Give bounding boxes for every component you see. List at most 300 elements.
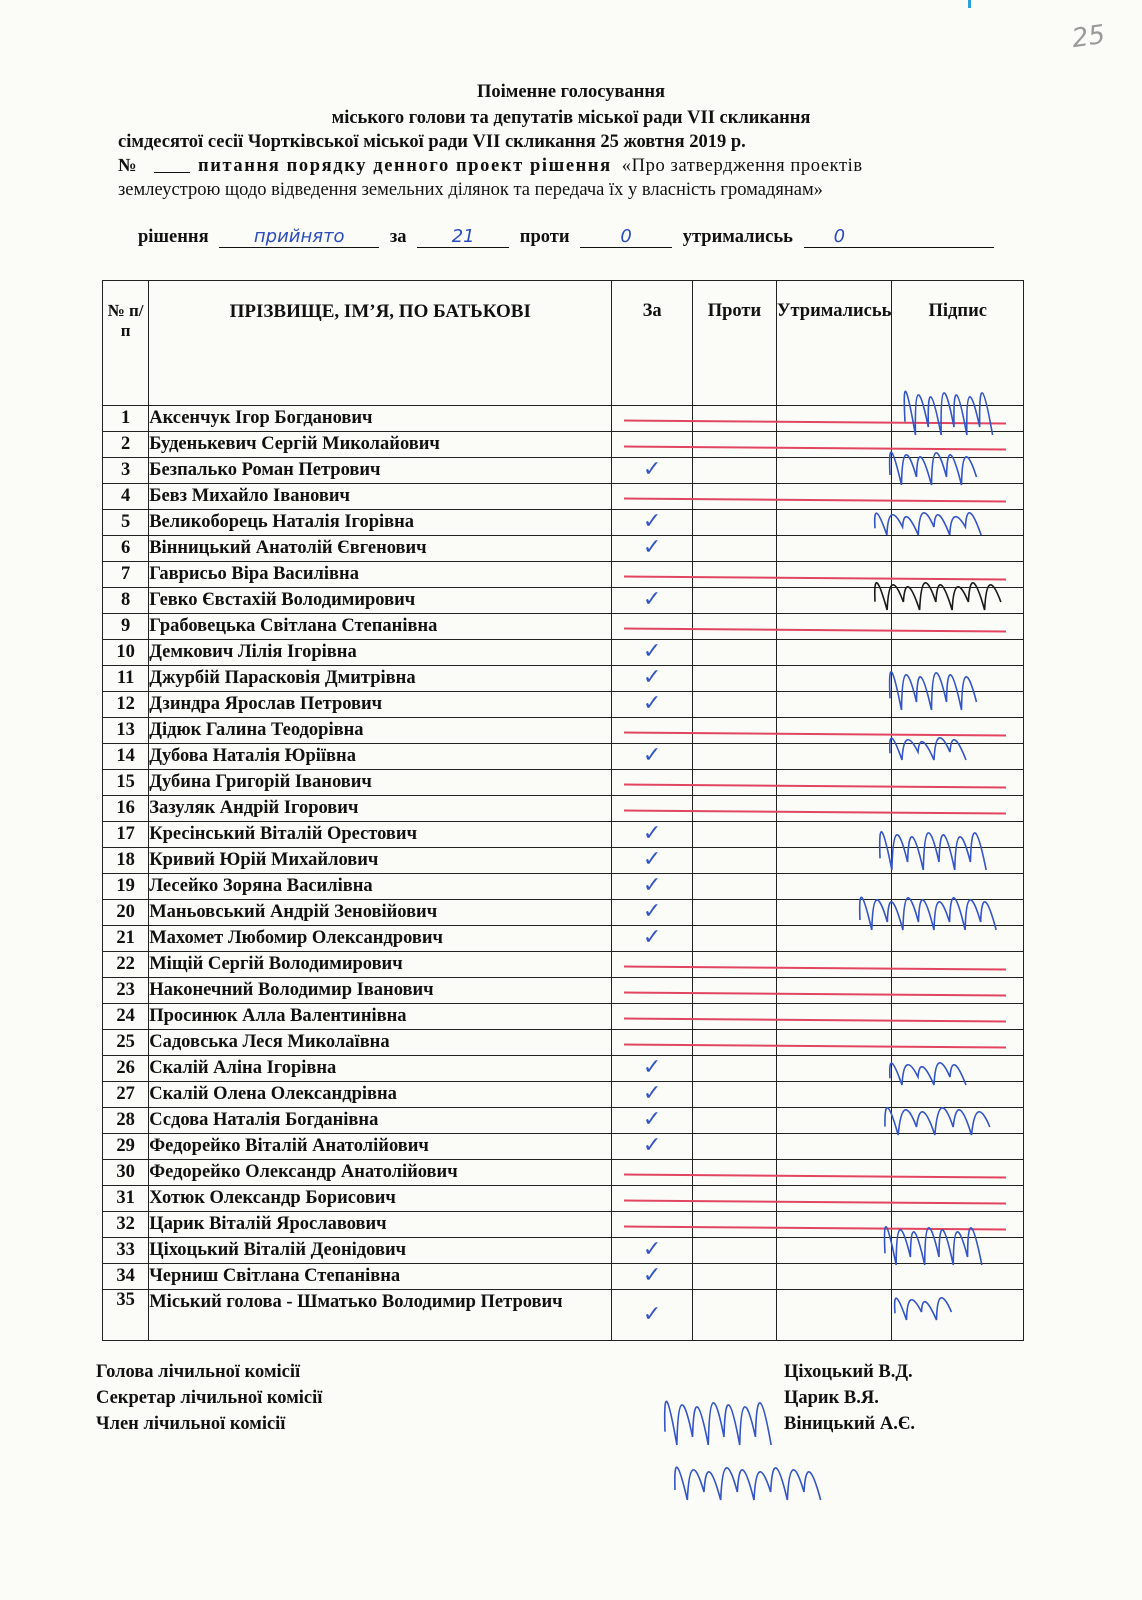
item-number-label: № <box>118 156 137 176</box>
row-abstained <box>776 796 892 822</box>
row-number: 25 <box>103 1030 149 1056</box>
row-for <box>612 1030 693 1056</box>
row-name: Міський голова - Шматько Володимир Петрович <box>149 1290 612 1341</box>
row-against <box>692 1004 776 1030</box>
session-line: сімдесятої сесії Чортківської міської ради VII скликання 25 жовтня 2019 р. <box>118 132 746 152</box>
row-abstained <box>776 432 892 458</box>
row-name: Царик Віталій Ярославович <box>149 1212 612 1238</box>
row-number: 28 <box>103 1108 149 1134</box>
check-mark-icon: ✓ <box>642 1263 662 1288</box>
member-name: Віницький А.Є. <box>784 1414 915 1434</box>
footer-row-secretary <box>96 1388 879 1414</box>
row-number: 10 <box>103 640 149 666</box>
row-abstained <box>776 588 892 614</box>
check-mark-icon: ✓ <box>642 1107 662 1132</box>
header-num <box>103 281 149 406</box>
row-abstained <box>776 770 892 796</box>
row-abstained <box>776 744 892 770</box>
chair-label: Голова лічильної комісії <box>96 1362 301 1382</box>
row-abstained <box>776 1004 892 1030</box>
table-row <box>103 952 1024 978</box>
row-signature <box>892 1004 1024 1030</box>
row-against <box>692 666 776 692</box>
row-against <box>692 562 776 588</box>
check-mark-icon: ✓ <box>642 1055 662 1080</box>
row-number: 13 <box>103 718 149 744</box>
table-row <box>103 562 1024 588</box>
page-number: 25 <box>1070 19 1108 55</box>
row-signature <box>892 1108 1024 1134</box>
row-abstained <box>776 900 892 926</box>
row-abstained <box>776 536 892 562</box>
votes-table-body <box>103 406 1024 1341</box>
check-mark-icon: ✓ <box>642 743 662 768</box>
header-against-label: Проти <box>707 301 762 321</box>
row-abstained <box>776 848 892 874</box>
row-name: Аксенчук Ігор Богданович <box>149 406 612 432</box>
row-number: 20 <box>103 900 149 926</box>
row-name: Ссдова Наталія Богданівна <box>149 1108 612 1134</box>
for-label: за <box>389 227 407 247</box>
row-name: Демкович Лілія Ігорівна <box>149 640 612 666</box>
row-name: Джурбій Парасковія Дмитрівна <box>149 666 612 692</box>
row-signature <box>892 666 1024 692</box>
row-name: Ціхоцький Віталій Деонідович <box>149 1238 612 1264</box>
row-name: Дзиндра Ярослав Петрович <box>149 692 612 718</box>
row-abstained <box>776 666 892 692</box>
row-signature <box>892 926 1024 952</box>
table-row <box>103 900 1024 926</box>
row-for <box>612 614 693 640</box>
table-row <box>103 718 1024 744</box>
header-for <box>612 281 693 406</box>
row-abstained <box>776 1264 892 1290</box>
row-name: Гевко Євстахій Володимирович <box>149 588 612 614</box>
row-number: 11 <box>103 666 149 692</box>
row-signature <box>892 1056 1024 1082</box>
row-signature <box>892 614 1024 640</box>
row-number: 22 <box>103 952 149 978</box>
row-for <box>612 458 693 484</box>
table-row <box>103 692 1024 718</box>
row-against <box>692 1108 776 1134</box>
row-number: 1 <box>103 406 149 432</box>
row-for <box>612 510 693 536</box>
decision-label: рішення <box>138 227 209 247</box>
row-name: Маньовський Андрій Зеновійович <box>149 900 612 926</box>
row-against <box>692 1186 776 1212</box>
table-row <box>103 406 1024 432</box>
row-for <box>612 432 693 458</box>
row-abstained <box>776 978 892 1004</box>
table-row <box>103 588 1024 614</box>
row-number: 32 <box>103 1212 149 1238</box>
page-title: Поіменне голосування <box>476 82 666 102</box>
row-signature <box>892 952 1024 978</box>
row-against <box>692 458 776 484</box>
table-row <box>103 1212 1024 1238</box>
footer-signature-scribble <box>665 1401 771 1445</box>
row-against <box>692 1160 776 1186</box>
row-number: 26 <box>103 1056 149 1082</box>
row-name: Буденькевич Сергій Миколайович <box>149 432 612 458</box>
row-against <box>692 718 776 744</box>
member-label: Член лічильної комісії <box>96 1414 286 1434</box>
footer-row-member <box>96 1414 915 1440</box>
row-number: 21 <box>103 926 149 952</box>
row-abstained <box>776 1212 892 1238</box>
row-against <box>692 952 776 978</box>
row-name: Скалій Олена Олександрівна <box>149 1082 612 1108</box>
row-for <box>612 822 693 848</box>
row-against <box>692 1212 776 1238</box>
row-against <box>692 1056 776 1082</box>
row-signature <box>892 536 1024 562</box>
row-for <box>612 770 693 796</box>
row-against <box>692 1082 776 1108</box>
row-name: Махомет Любомир Олександрович <box>149 926 612 952</box>
row-number: 9 <box>103 614 149 640</box>
row-number: 4 <box>103 484 149 510</box>
row-name: Великоборець Наталія Ігорівна <box>149 510 612 536</box>
row-name: Садовська Леся Миколаївна <box>149 1030 612 1056</box>
table-row <box>103 744 1024 770</box>
header-name <box>149 281 612 406</box>
row-for <box>612 796 693 822</box>
table-row <box>103 1160 1024 1186</box>
footer-signature-scribble <box>675 1467 821 1500</box>
row-number: 29 <box>103 1134 149 1160</box>
row-number: 5 <box>103 510 149 536</box>
row-signature <box>892 796 1024 822</box>
row-for <box>612 536 693 562</box>
row-name: Черниш Світлана Степанівна <box>149 1264 612 1290</box>
table-row <box>103 1108 1024 1134</box>
row-for <box>612 640 693 666</box>
table-row <box>103 614 1024 640</box>
check-mark-icon: ✓ <box>642 821 662 846</box>
row-for <box>612 1212 693 1238</box>
row-name: Дідюк Галина Теодорівна <box>149 718 612 744</box>
check-mark-icon: ✓ <box>642 899 662 924</box>
row-name: Кресінський Віталій Орестович <box>149 822 612 848</box>
row-abstained <box>776 952 892 978</box>
row-for <box>612 848 693 874</box>
table-row <box>103 1134 1024 1160</box>
row-abstained <box>776 874 892 900</box>
row-signature <box>892 1082 1024 1108</box>
row-number: 30 <box>103 1160 149 1186</box>
row-for <box>612 1004 693 1030</box>
row-number: 33 <box>103 1238 149 1264</box>
row-signature <box>892 1186 1024 1212</box>
row-abstained <box>776 1290 892 1341</box>
row-against <box>692 1238 776 1264</box>
row-abstained <box>776 484 892 510</box>
table-row <box>103 1004 1024 1030</box>
row-signature <box>892 1264 1024 1290</box>
decision-line <box>138 226 1000 248</box>
row-number: 12 <box>103 692 149 718</box>
row-name: Федорейко Олександр Анатолійович <box>149 1160 612 1186</box>
table-row <box>103 770 1024 796</box>
row-for <box>612 484 693 510</box>
row-against <box>692 926 776 952</box>
table-row <box>103 1264 1024 1290</box>
check-mark-icon: ✓ <box>642 847 662 872</box>
row-for <box>612 718 693 744</box>
table-row <box>103 796 1024 822</box>
row-name: Скалій Аліна Ігорівна <box>149 1056 612 1082</box>
table-row <box>103 1290 1024 1341</box>
row-signature <box>892 1134 1024 1160</box>
table-row <box>103 926 1024 952</box>
row-for <box>612 1264 693 1290</box>
item-number-blank <box>154 156 190 173</box>
row-abstained <box>776 1108 892 1134</box>
row-name: Вінницький Анатолій Євгенович <box>149 536 612 562</box>
row-against <box>692 536 776 562</box>
check-mark-icon: ✓ <box>642 535 662 560</box>
table-row <box>103 510 1024 536</box>
row-signature <box>892 978 1024 1004</box>
against-count: 0 <box>580 226 672 248</box>
row-for <box>612 900 693 926</box>
row-abstained <box>776 1160 892 1186</box>
check-mark-icon: ✓ <box>642 665 662 690</box>
row-number: 16 <box>103 796 149 822</box>
row-signature <box>892 432 1024 458</box>
row-name: Дубова Наталія Юріївна <box>149 744 612 770</box>
table-row <box>103 1056 1024 1082</box>
row-number: 8 <box>103 588 149 614</box>
row-name: Дубина Григорій Іванович <box>149 770 612 796</box>
row-against <box>692 848 776 874</box>
footer-row-chair <box>96 1362 913 1388</box>
row-abstained <box>776 1082 892 1108</box>
secretary-label: Секретар лічильної комісії <box>96 1388 323 1408</box>
row-signature <box>892 588 1024 614</box>
commission-footer <box>96 1362 915 1440</box>
item-quote: «Про затвердження проектів <box>621 156 863 176</box>
row-name: Наконечний Володимир Іванович <box>149 978 612 1004</box>
check-mark-icon: ✓ <box>642 639 662 664</box>
row-for <box>612 692 693 718</box>
row-abstained <box>776 1030 892 1056</box>
header-signature-label: Підпис <box>928 301 987 321</box>
row-abstained <box>776 926 892 952</box>
row-signature <box>892 770 1024 796</box>
table-row <box>103 666 1024 692</box>
row-number: 24 <box>103 1004 149 1030</box>
table-row <box>103 484 1024 510</box>
row-for <box>612 952 693 978</box>
table-row <box>103 1030 1024 1056</box>
row-for <box>612 406 693 432</box>
check-mark-icon: ✓ <box>642 457 662 482</box>
row-for <box>612 588 693 614</box>
row-against <box>692 588 776 614</box>
row-signature <box>892 562 1024 588</box>
row-signature <box>892 848 1024 874</box>
row-for <box>612 1082 693 1108</box>
row-for <box>612 1108 693 1134</box>
table-row <box>103 874 1024 900</box>
row-against <box>692 744 776 770</box>
row-against <box>692 822 776 848</box>
row-abstained <box>776 718 892 744</box>
row-name: Безпалько Роман Петрович <box>149 458 612 484</box>
row-abstained <box>776 510 892 536</box>
row-name: Хотюк Олександр Борисович <box>149 1186 612 1212</box>
row-abstained <box>776 640 892 666</box>
row-for <box>612 744 693 770</box>
header-abstained <box>776 281 892 406</box>
scan-mark <box>968 0 971 8</box>
check-mark-icon: ✓ <box>642 1301 662 1327</box>
row-number: 35 <box>103 1290 149 1341</box>
row-name: Гаврисьо Віра Василівна <box>149 562 612 588</box>
row-number: 23 <box>103 978 149 1004</box>
row-abstained <box>776 1186 892 1212</box>
row-signature <box>892 718 1024 744</box>
row-name: Бевз Михайло Іванович <box>149 484 612 510</box>
secretary-name: Царик В.Я. <box>784 1388 879 1408</box>
row-signature <box>892 1290 1024 1341</box>
row-signature <box>892 874 1024 900</box>
check-mark-icon: ✓ <box>642 873 662 898</box>
row-number: 3 <box>103 458 149 484</box>
abstained-count: 0 <box>804 226 994 248</box>
check-mark-icon: ✓ <box>642 1133 662 1158</box>
item-text: питання порядку денного проект рішення <box>198 156 612 176</box>
table-row <box>103 536 1024 562</box>
row-signature <box>892 1212 1024 1238</box>
abstained-label: утрималисьь <box>682 227 793 247</box>
row-against <box>692 1134 776 1160</box>
row-against <box>692 900 776 926</box>
row-against <box>692 406 776 432</box>
row-name: Грабовецька Світлана Степанівна <box>149 614 612 640</box>
row-against <box>692 978 776 1004</box>
row-against <box>692 1030 776 1056</box>
row-for <box>612 1238 693 1264</box>
table-row <box>103 432 1024 458</box>
row-against <box>692 614 776 640</box>
agenda-item-line <box>118 156 1080 177</box>
row-signature <box>892 1238 1024 1264</box>
row-number: 15 <box>103 770 149 796</box>
row-name: Федорейко Віталій Анатолійович <box>149 1134 612 1160</box>
page-subtitle: міського голови та депутатів міської ради VII скликання <box>331 108 811 128</box>
row-for <box>612 1160 693 1186</box>
row-number: 19 <box>103 874 149 900</box>
row-number: 31 <box>103 1186 149 1212</box>
table-row <box>103 1186 1024 1212</box>
row-number: 27 <box>103 1082 149 1108</box>
row-signature <box>892 458 1024 484</box>
row-abstained <box>776 562 892 588</box>
row-signature <box>892 744 1024 770</box>
against-label: проти <box>519 227 570 247</box>
header-name-label: ПРІЗВИЩЕ, ІМ’Я, ПО БАТЬКОВІ <box>229 301 531 322</box>
row-name: Просинюк Алла Валентинівна <box>149 1004 612 1030</box>
table-row <box>103 822 1024 848</box>
row-abstained <box>776 1238 892 1264</box>
row-abstained <box>776 1134 892 1160</box>
row-abstained <box>776 692 892 718</box>
row-number: 18 <box>103 848 149 874</box>
row-name: Міщій Сергій Володимирович <box>149 952 612 978</box>
row-against <box>692 796 776 822</box>
item-quote-continued: землеустрою щодо відведення земельних ділянок та передача їх у власність громадянам» <box>118 180 823 200</box>
row-for <box>612 666 693 692</box>
row-number: 34 <box>103 1264 149 1290</box>
row-against <box>692 770 776 796</box>
table-row <box>103 640 1024 666</box>
row-against <box>692 874 776 900</box>
header-num-label: № п/п <box>107 301 144 340</box>
row-signature <box>892 406 1024 432</box>
row-against <box>692 1264 776 1290</box>
row-against <box>692 432 776 458</box>
row-against <box>692 640 776 666</box>
row-name: Зазуляк Андрій Ігорович <box>149 796 612 822</box>
votes-table <box>102 280 1024 1341</box>
row-number: 17 <box>103 822 149 848</box>
row-for <box>612 1186 693 1212</box>
check-mark-icon: ✓ <box>642 925 662 950</box>
row-signature <box>892 900 1024 926</box>
row-number: 7 <box>103 562 149 588</box>
row-abstained <box>776 822 892 848</box>
row-against <box>692 692 776 718</box>
row-signature <box>892 1160 1024 1186</box>
decision-value: прийнято <box>219 226 379 248</box>
check-mark-icon: ✓ <box>642 1237 662 1262</box>
for-count: 21 <box>417 226 509 248</box>
row-for <box>612 1290 693 1341</box>
header-signature <box>892 281 1024 406</box>
row-abstained <box>776 406 892 432</box>
row-for <box>612 874 693 900</box>
row-abstained <box>776 458 892 484</box>
table-row <box>103 1238 1024 1264</box>
check-mark-icon: ✓ <box>642 587 662 612</box>
check-mark-icon: ✓ <box>642 691 662 716</box>
row-name: Лесейко Зоряна Василівна <box>149 874 612 900</box>
row-for <box>612 1056 693 1082</box>
header-against <box>692 281 776 406</box>
row-signature <box>892 484 1024 510</box>
row-signature <box>892 1030 1024 1056</box>
row-for <box>612 1134 693 1160</box>
row-abstained <box>776 1056 892 1082</box>
row-for <box>612 562 693 588</box>
row-for <box>612 926 693 952</box>
table-row <box>103 1082 1024 1108</box>
header-for-label: За <box>642 301 662 321</box>
row-against <box>692 1290 776 1341</box>
row-for <box>612 978 693 1004</box>
row-number: 6 <box>103 536 149 562</box>
table-row <box>103 848 1024 874</box>
header-abstained-label: Утрималисьь <box>776 301 892 321</box>
check-mark-icon: ✓ <box>642 1081 662 1106</box>
table-row <box>103 978 1024 1004</box>
row-signature <box>892 692 1024 718</box>
chair-name: Ціхоцький В.Д. <box>784 1362 913 1382</box>
